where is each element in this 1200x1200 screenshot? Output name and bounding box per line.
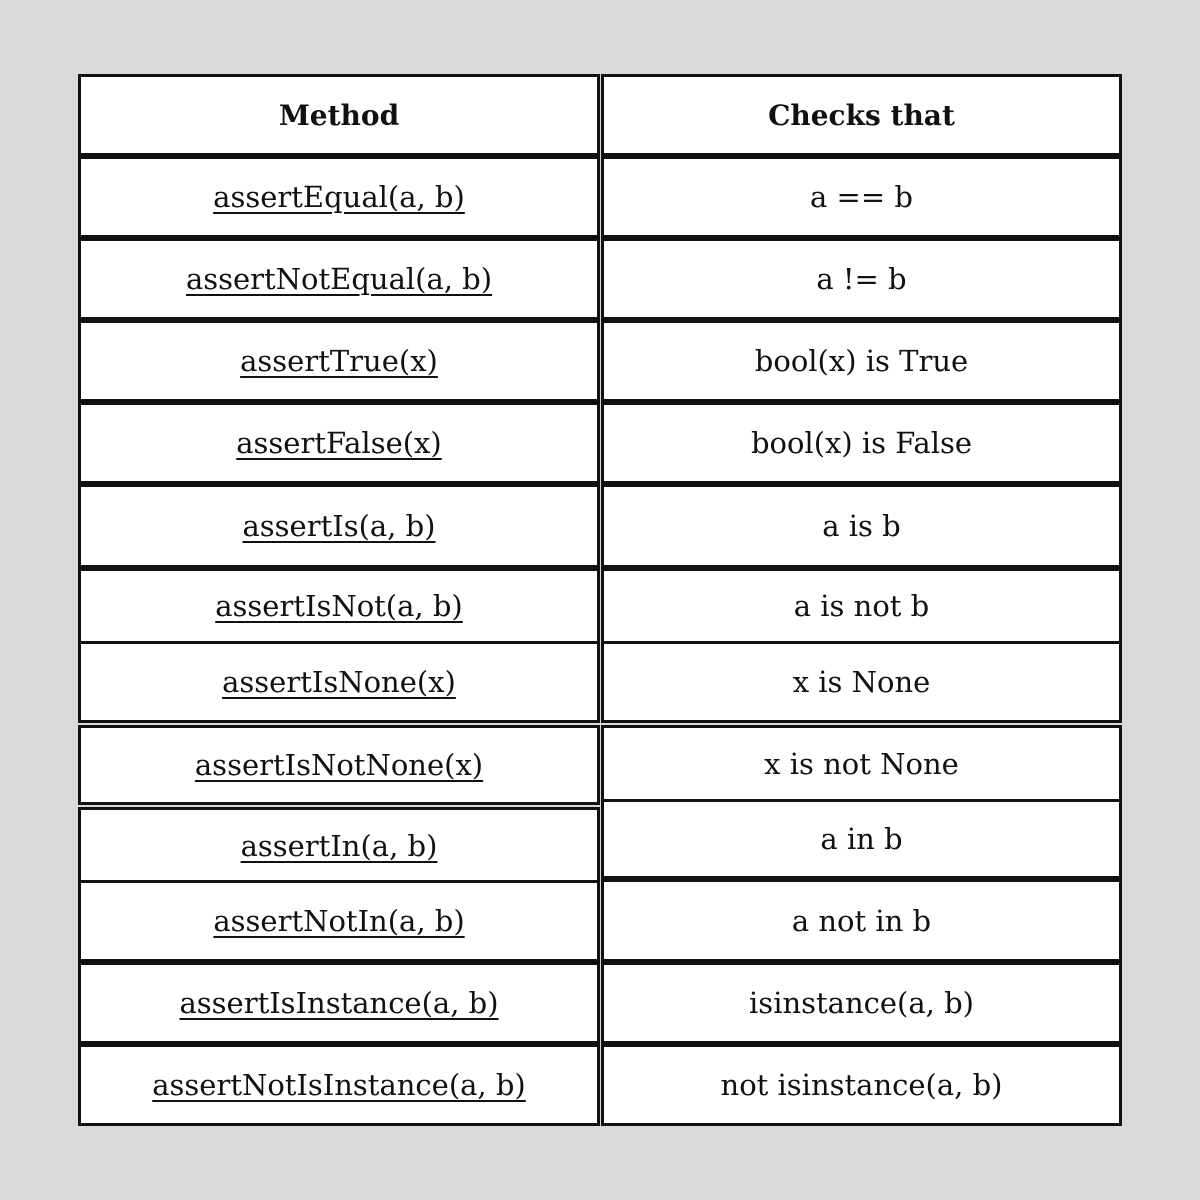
method-link[interactable]: assertIsNone(x) (222, 665, 456, 699)
table-row-method-cell[interactable] (78, 484, 600, 568)
table-row-method-cell[interactable] (78, 320, 600, 402)
method-link[interactable]: assertIs(a, b) (242, 509, 436, 543)
checks-text: a in b (820, 822, 903, 856)
method-link[interactable]: assertIsNot(a, b) (215, 589, 463, 623)
table-row-method-cell[interactable] (78, 641, 600, 723)
checks-text: bool(x) is True (754, 344, 969, 378)
table-row-method-cell[interactable] (78, 725, 600, 805)
table-row-checks-cell (601, 1044, 1122, 1126)
table-row-checks-cell (601, 402, 1122, 484)
checks-text: a is not b (793, 589, 930, 623)
method-link[interactable]: assertIn(a, b) (240, 828, 438, 863)
checks-text: a == b (810, 180, 913, 214)
header-checks (601, 74, 1122, 156)
table-row-checks-cell (601, 799, 1122, 879)
checks-text: bool(x) is False (750, 426, 973, 460)
table-row-checks-cell (601, 484, 1122, 568)
table-row-method-cell[interactable] (78, 238, 600, 320)
table-row-method-cell[interactable] (78, 807, 600, 884)
checks-text: a != b (816, 262, 907, 296)
method-link[interactable]: assertEqual(a, b) (213, 180, 465, 214)
table-row-checks-cell (601, 879, 1122, 962)
table-row-method-cell[interactable] (78, 402, 600, 484)
checks-text: a not in b (791, 903, 932, 938)
table-row-checks-cell (601, 641, 1122, 723)
header-method (78, 74, 600, 156)
table-row-method-cell[interactable] (78, 962, 600, 1044)
table-row-checks-cell (601, 568, 1122, 644)
checks-text: x is None (792, 665, 931, 699)
table-row-checks-cell (601, 725, 1122, 802)
table-row-method-cell[interactable] (78, 880, 600, 962)
table-row-checks-cell (601, 238, 1122, 320)
assert-methods-table (78, 74, 1124, 1126)
checks-text: isinstance(a, b) (749, 986, 974, 1020)
table-row-checks-cell (601, 320, 1122, 402)
checks-text: not isinstance(a, b) (720, 1068, 1003, 1102)
table-row-method-cell[interactable] (78, 568, 600, 644)
table-row-method-cell[interactable] (78, 156, 600, 238)
method-link[interactable]: assertTrue(x) (240, 344, 438, 378)
method-link[interactable]: assertFalse(x) (236, 426, 442, 460)
table-row-checks-cell (601, 962, 1122, 1044)
checks-text: x is not None (764, 746, 959, 781)
method-link[interactable]: assertIsInstance(a, b) (179, 986, 499, 1020)
method-link[interactable]: assertNotIn(a, b) (213, 904, 465, 938)
header-method-label: Method (278, 98, 400, 132)
header-checks-label: Checks that (768, 98, 955, 132)
checks-text: a is b (822, 509, 901, 543)
method-link[interactable]: assertNotIsInstance(a, b) (152, 1068, 526, 1102)
method-link[interactable]: assertIsNotNone(x) (194, 748, 484, 782)
table-row-method-cell[interactable] (78, 1044, 600, 1126)
method-link[interactable]: assertNotEqual(a, b) (185, 262, 493, 296)
table-row-checks-cell (601, 156, 1122, 238)
